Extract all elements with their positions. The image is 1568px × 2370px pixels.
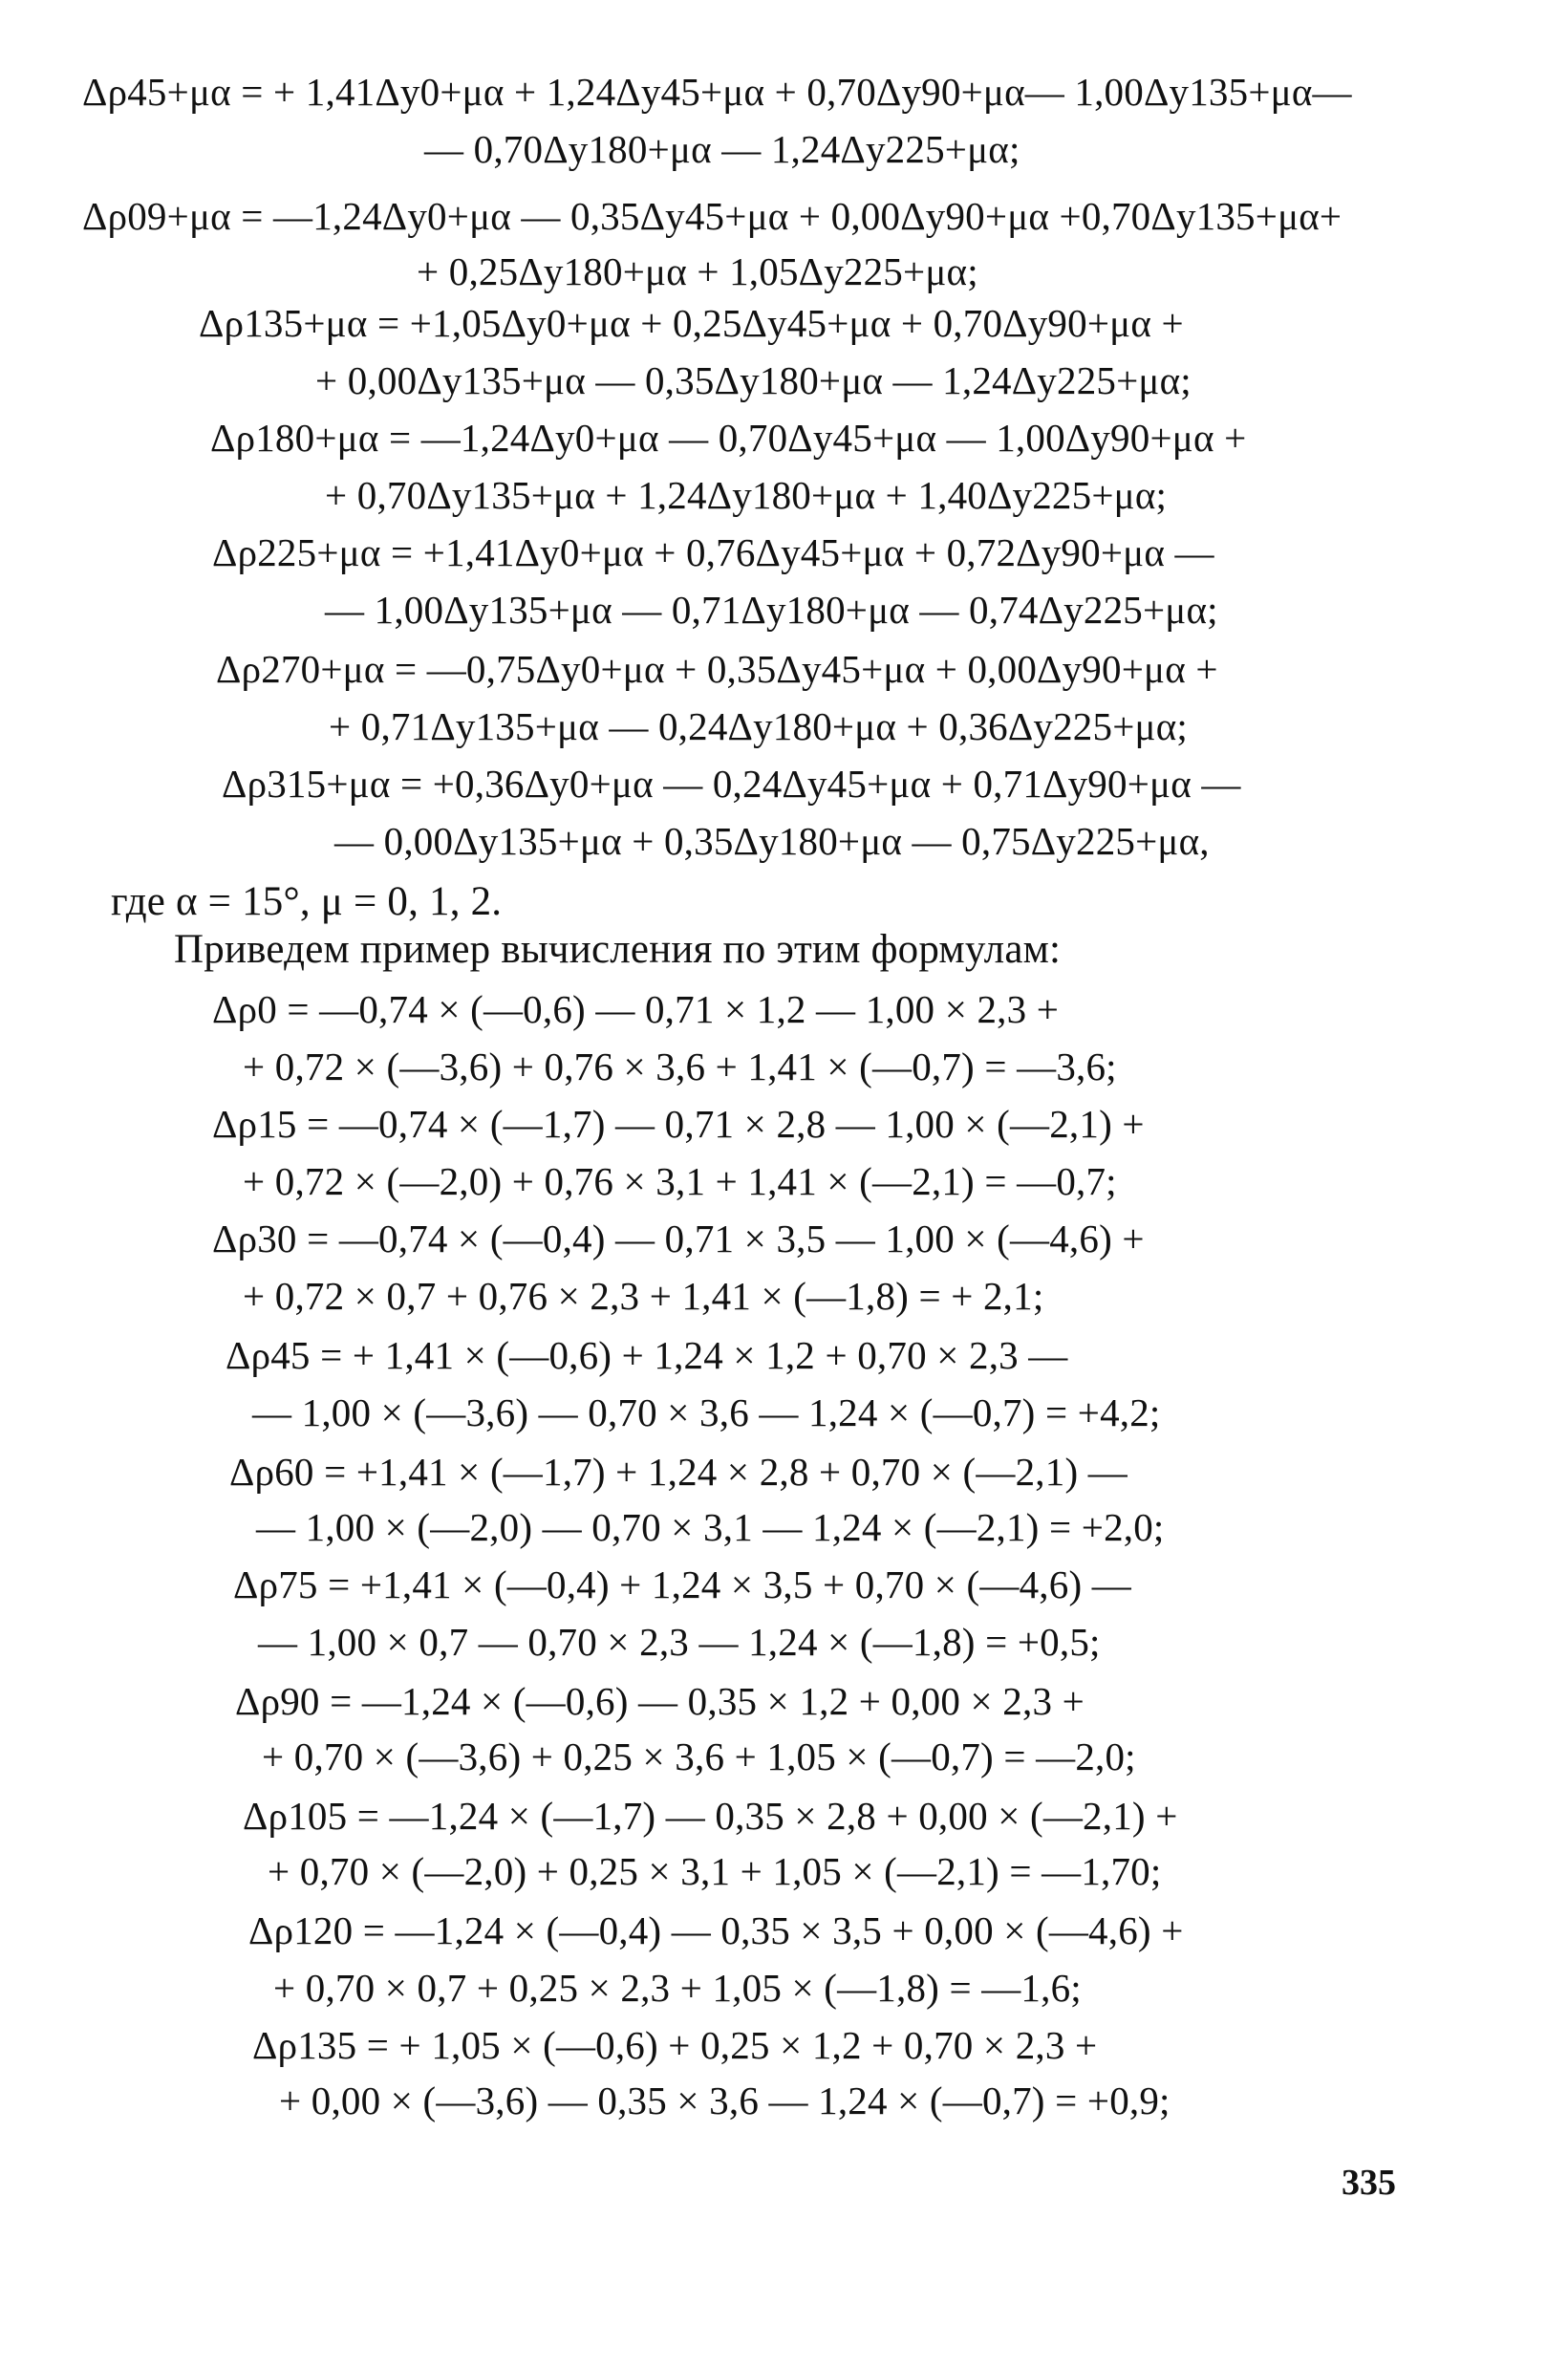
example-line: Δρ135 = + 1,05 × (—0,6) + 0,25 × 1,2 + 0,70 × 2,3 + — [252, 2023, 1098, 2067]
example-line: + 0,00 × (—3,6) — 0,35 × 3,6 — 1,24 × (—0,7) = +0,9; — [279, 2079, 1171, 2122]
example-line: Δρ30 = —0,74 × (—0,4) — 0,71 × 3,5 — 1,00 × (—4,6) + — [212, 1217, 1145, 1260]
example-line: + 0,70 × (—2,0) + 0,25 × 3,1 + 1,05 × (—2,1) = —1,70; — [268, 1849, 1162, 1893]
formula-line: — 1,00Δy135+μα — 0,71Δy180+μα — 0,74Δy225+μα; — [325, 588, 1218, 632]
example-line: — 1,00 × (—2,0) — 0,70 × 3,1 — 1,24 × (—2,1) = +2,0; — [256, 1505, 1165, 1549]
example-line: Δρ75 = +1,41 × (—0,4) + 1,24 × 3,5 + 0,70 × (—4,6) — — [233, 1562, 1131, 1606]
example-line: — 1,00 × (—3,6) — 0,70 × 3,6 — 1,24 × (—0,7) = +4,2; — [252, 1390, 1161, 1434]
formula-line: Δρ09+μα = —1,24Δy0+μα — 0,35Δy45+μα + 0,00Δy90+μα +0,70Δy135+μα+ — [82, 194, 1342, 238]
formula-line: — 0,70Δy180+μα — 1,24Δy225+μα; — [424, 127, 1020, 171]
formula-line: Δρ135+μα = +1,05Δy0+μα + 0,25Δy45+μα + 0,70Δy90+μα + — [199, 301, 1184, 345]
page-number: 335 — [1342, 2163, 1396, 2203]
formula-line: Δρ45+μα = + 1,41Δy0+μα + 1,24Δy45+μα + 0,70Δy90+μα— 1,00Δy135+μα— — [82, 70, 1352, 114]
example-line: Δρ60 = +1,41 × (—1,7) + 1,24 × 2,8 + 0,70 × (—2,1) — — [229, 1450, 1128, 1494]
formula-line: Δρ180+μα = —1,24Δy0+μα — 0,70Δy45+μα — 1,00Δy90+μα + — [210, 416, 1247, 460]
example-line: Δρ15 = —0,74 × (—1,7) — 0,71 × 2,8 — 1,00 × (—2,1) + — [212, 1102, 1145, 1146]
where-line: где α = 15°, μ = 0, 1, 2. — [111, 879, 503, 924]
formula-line: + 0,00Δy135+μα — 0,35Δy180+μα — 1,24Δy225+μα; — [315, 358, 1192, 402]
example-line: Δρ0 = —0,74 × (—0,6) — 0,71 × 1,2 — 1,00 × 2,3 + — [212, 987, 1060, 1031]
formula-line: + 0,71Δy135+μα — 0,24Δy180+μα + 0,36Δy225+μα; — [329, 704, 1188, 748]
example-line: Δρ120 = —1,24 × (—0,4) — 0,35 × 3,5 + 0,00 × (—4,6) + — [248, 1908, 1184, 1952]
formula-line: Δρ225+μα = +1,41Δy0+μα + 0,76Δy45+μα + 0,72Δy90+μα — — [212, 530, 1214, 574]
example-line: + 0,72 × (—3,6) + 0,76 × 3,6 + 1,41 × (—0,7) = —3,6; — [243, 1045, 1117, 1088]
example-line: Δρ90 = —1,24 × (—0,6) — 0,35 × 1,2 + 0,00 × 2,3 + — [235, 1679, 1085, 1723]
example-line: + 0,70 × (—3,6) + 0,25 × 3,6 + 1,05 × (—0,7) = —2,0; — [262, 1734, 1136, 1778]
formula-line: + 0,25Δy180+μα + 1,05Δy225+μα; — [417, 249, 978, 293]
formula-line: Δρ270+μα = —0,75Δy0+μα + 0,35Δy45+μα + 0,00Δy90+μα + — [216, 647, 1218, 691]
example-line: + 0,72 × 0,7 + 0,76 × 2,3 + 1,41 × (—1,8) = + 2,1; — [243, 1274, 1044, 1318]
example-line: + 0,72 × (—2,0) + 0,76 × 3,1 + 1,41 × (—2,1) = —0,7; — [243, 1159, 1117, 1203]
example-line: + 0,70 × 0,7 + 0,25 × 2,3 + 1,05 × (—1,8) = —1,6; — [273, 1966, 1082, 2010]
formula-line: + 0,70Δy135+μα + 1,24Δy180+μα + 1,40Δy225+μα; — [325, 473, 1168, 517]
intro-line: Приведем пример вычисления по этим формулам: — [174, 927, 1062, 972]
formula-line: — 0,00Δy135+μα + 0,35Δy180+μα — 0,75Δy225+μα, — [334, 819, 1210, 863]
example-line: — 1,00 × 0,7 — 0,70 × 2,3 — 1,24 × (—1,8) = +0,5; — [258, 1620, 1101, 1664]
example-line: Δρ105 = —1,24 × (—1,7) — 0,35 × 2,8 + 0,00 × (—2,1) + — [243, 1794, 1178, 1838]
formula-line: Δρ315+μα = +0,36Δy0+μα — 0,24Δy45+μα + 0,71Δy90+μα — — [222, 762, 1241, 806]
example-line: Δρ45 = + 1,41 × (—0,6) + 1,24 × 1,2 + 0,70 × 2,3 — — [226, 1333, 1068, 1377]
